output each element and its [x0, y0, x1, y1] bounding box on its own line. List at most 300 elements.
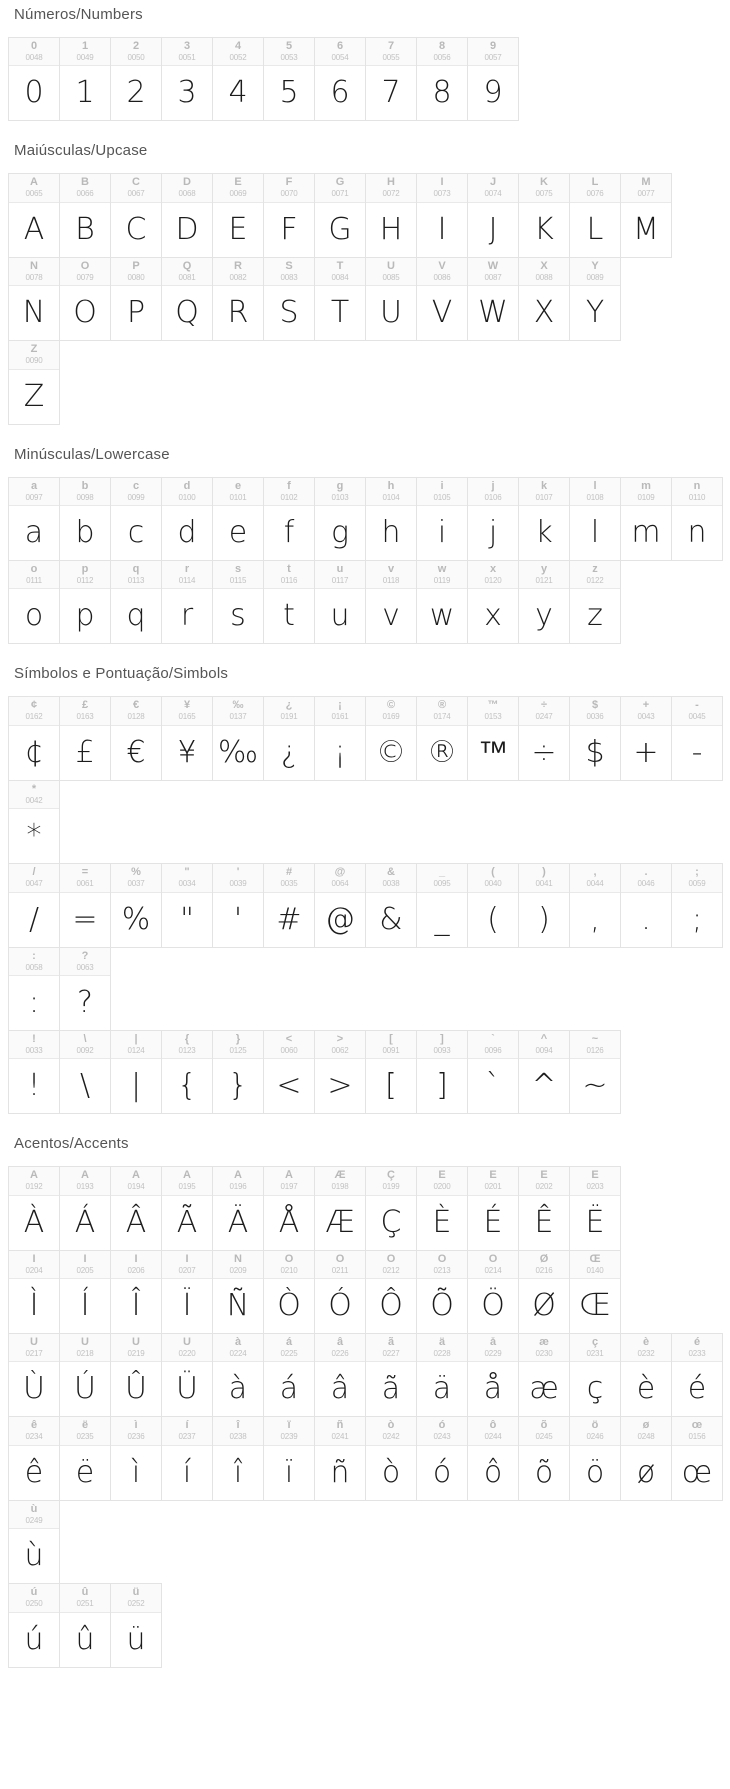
glyph-cell[interactable]	[314, 1166, 366, 1250]
glyph-code-label: 0101	[229, 492, 247, 502]
glyph-meta	[264, 1251, 314, 1279]
glyph-preview: \	[79, 1068, 91, 1104]
glyph-char-label: c	[132, 480, 140, 492]
glyph-cell[interactable]	[263, 1333, 315, 1417]
glyph-cell[interactable]	[467, 1250, 519, 1334]
glyph-cell[interactable]	[365, 560, 417, 644]
glyph-meta	[264, 258, 314, 286]
glyph-char-label: a	[30, 480, 38, 492]
glyph-cell[interactable]	[569, 257, 621, 341]
glyph-cell[interactable]	[518, 863, 570, 947]
glyph-cell[interactable]	[263, 257, 315, 341]
glyph-preview: r	[180, 598, 194, 634]
glyph-code-label: 0058	[25, 962, 43, 972]
glyph-char-label: ¥	[183, 700, 191, 712]
glyph-cell[interactable]	[314, 37, 366, 121]
glyph-cell[interactable]	[671, 863, 723, 947]
glyph-code-label: 0099	[127, 492, 145, 502]
glyph-code-label: 0054	[331, 53, 349, 62]
glyph-meta	[315, 864, 365, 892]
glyph-cell[interactable]	[59, 696, 111, 780]
glyph-cell[interactable]	[365, 173, 417, 257]
glyph-char-label: 5	[285, 41, 293, 52]
glyph-cell[interactable]	[416, 1166, 468, 1250]
glyph-meta	[417, 561, 467, 589]
glyph-cell[interactable]	[314, 477, 366, 561]
glyph-cell[interactable]	[416, 257, 468, 341]
glyph-char-label: û	[81, 1587, 89, 1599]
glyph-cell[interactable]	[8, 1030, 60, 1114]
glyph-char-label: k	[540, 480, 548, 492]
glyph-char-label: £	[81, 700, 89, 712]
glyph-cell[interactable]	[467, 696, 519, 780]
glyph-meta	[9, 341, 59, 369]
glyph-code-label: 0238	[229, 1432, 247, 1442]
glyph-cell[interactable]	[365, 257, 417, 341]
glyph-cell[interactable]	[467, 173, 519, 257]
glyph-preview: '	[233, 901, 243, 937]
glyph-cell[interactable]	[8, 1583, 60, 1667]
glyph-cell[interactable]	[110, 1583, 162, 1667]
glyph-cell[interactable]	[59, 1166, 111, 1250]
glyph-code-label: 0084	[331, 272, 349, 282]
glyph-cell[interactable]	[416, 863, 468, 947]
glyph-cell[interactable]	[110, 560, 162, 644]
glyph-code-label: 0195	[178, 1182, 196, 1192]
glyph-cell[interactable]	[365, 477, 417, 561]
glyph-code-label: 0061	[76, 879, 94, 889]
glyph-code-label: 0060	[280, 1045, 298, 1055]
glyph-cell[interactable]	[467, 1333, 519, 1417]
glyph-cell[interactable]	[365, 1166, 417, 1250]
glyph-char-label: ¿	[285, 700, 293, 712]
glyph-cell[interactable]	[8, 1250, 60, 1334]
glyph-char-label: "	[184, 867, 190, 879]
glyph-cell[interactable]	[59, 1416, 111, 1500]
glyph-code-label: 0038	[382, 879, 400, 889]
glyph-cell[interactable]	[416, 560, 468, 644]
glyph-meta	[417, 697, 467, 725]
glyph-cell[interactable]	[416, 37, 468, 121]
glyph-cell[interactable]	[569, 1333, 621, 1417]
glyph-char-label: t	[287, 563, 291, 575]
glyph-cell[interactable]	[59, 1250, 111, 1334]
glyph-code-label: 0075	[535, 189, 553, 199]
glyph-preview: å	[483, 1371, 503, 1407]
glyph-code-label: 0109	[637, 492, 655, 502]
glyph-cell[interactable]	[161, 477, 213, 561]
glyph-cell[interactable]	[8, 1500, 60, 1584]
glyph-cell[interactable]	[416, 173, 468, 257]
glyph-preview: î	[233, 1454, 243, 1490]
glyph-cell[interactable]	[161, 1250, 213, 1334]
glyph-cell[interactable]	[314, 1030, 366, 1114]
glyph-row	[8, 1250, 722, 1333]
glyph-char-label: %	[131, 867, 141, 879]
glyph-cell[interactable]	[161, 1030, 213, 1114]
glyph-char-label: F	[285, 177, 293, 189]
glyph-cell[interactable]	[212, 696, 264, 780]
glyph-preview: g	[330, 514, 349, 550]
glyph-cell[interactable]	[518, 1250, 570, 1334]
glyph-cell[interactable]	[212, 1250, 264, 1334]
glyph-cell[interactable]	[8, 947, 60, 1031]
glyph-cell[interactable]	[59, 1583, 111, 1667]
glyph-code-label: 0140	[586, 1265, 604, 1275]
glyph-meta	[9, 1251, 59, 1279]
glyph-preview: ò	[381, 1454, 401, 1490]
glyph-cell[interactable]	[416, 477, 468, 561]
glyph-meta	[468, 697, 518, 725]
glyph-cell[interactable]	[110, 257, 162, 341]
glyph-row	[8, 696, 722, 863]
glyph-cell[interactable]	[620, 863, 672, 947]
glyph-meta	[162, 697, 212, 725]
glyph-code-label: 0055	[382, 53, 400, 62]
glyph-cell[interactable]	[59, 560, 111, 644]
glyph-cell[interactable]	[263, 477, 315, 561]
glyph-preview: 3	[177, 75, 197, 111]
glyph-cell[interactable]	[569, 1030, 621, 1114]
glyph-cell[interactable]	[416, 1030, 468, 1114]
glyph-cell[interactable]	[314, 173, 366, 257]
glyph-char-label: e	[234, 480, 242, 492]
glyph-cell[interactable]	[569, 477, 621, 561]
glyph-cell[interactable]	[518, 1416, 570, 1500]
glyph-preview: <	[276, 1068, 302, 1104]
glyph-char-label: Q	[182, 260, 192, 272]
glyph-cell[interactable]	[59, 477, 111, 561]
glyph-code-label: 0163	[76, 712, 94, 722]
glyph-cell[interactable]	[110, 1416, 162, 1500]
glyph-cell[interactable]	[161, 257, 213, 341]
glyph-meta	[9, 948, 59, 976]
glyph-cell[interactable]	[161, 1166, 213, 1250]
glyph-meta	[111, 561, 161, 589]
glyph-cell[interactable]	[365, 37, 417, 121]
glyph-cell[interactable]	[110, 696, 162, 780]
glyph-cell[interactable]	[314, 1333, 366, 1417]
glyph-code-label: 0063	[76, 962, 94, 972]
glyph-cell[interactable]	[59, 37, 111, 121]
glyph-preview: :	[28, 984, 40, 1020]
glyph-code-label: 0093	[433, 1045, 451, 1055]
glyph-cell[interactable]	[263, 37, 315, 121]
glyph-char-label: O	[80, 260, 90, 272]
glyph-meta	[60, 1417, 110, 1445]
glyph-code-label: 0206	[127, 1265, 145, 1275]
glyph-cell[interactable]	[8, 340, 60, 424]
glyph-preview: È	[432, 1204, 452, 1240]
glyph-cell[interactable]	[161, 560, 213, 644]
glyph-cell[interactable]	[8, 780, 60, 864]
glyph-cell[interactable]	[314, 1250, 366, 1334]
glyph-meta	[9, 258, 59, 286]
glyph-meta	[162, 1251, 212, 1279]
glyph-cell[interactable]	[314, 696, 366, 780]
glyph-cell[interactable]	[671, 1333, 723, 1417]
glyph-char-label: >	[336, 1033, 344, 1045]
glyph-cell[interactable]	[161, 173, 213, 257]
glyph-cell[interactable]	[8, 37, 60, 121]
glyph-cell[interactable]	[569, 1166, 621, 1250]
glyph-char-label: Ò	[284, 1253, 294, 1265]
glyph-preview: w	[429, 598, 455, 634]
glyph-preview: "	[180, 901, 194, 937]
glyph-preview: À	[23, 1204, 45, 1240]
glyph-cell[interactable]	[161, 1416, 213, 1500]
glyph-preview: f	[283, 514, 295, 550]
glyph-cell[interactable]	[671, 696, 723, 780]
glyph-meta	[315, 1251, 365, 1279]
glyph-code-label: 0050	[127, 53, 145, 62]
glyph-meta	[264, 38, 314, 66]
glyph-preview: K	[534, 211, 554, 247]
glyph-cell[interactable]	[467, 257, 519, 341]
glyph-cell[interactable]	[620, 696, 672, 780]
glyph-meta	[162, 38, 212, 66]
glyph-cell[interactable]	[161, 1333, 213, 1417]
glyph-preview: u	[330, 598, 350, 634]
glyph-cell[interactable]	[467, 863, 519, 947]
glyph-code-label: 0042	[25, 795, 43, 805]
glyph-cell[interactable]	[416, 1416, 468, 1500]
glyph-meta	[315, 174, 365, 202]
glyph-meta	[366, 174, 416, 202]
glyph-meta	[468, 1251, 518, 1279]
glyph-cell[interactable]	[569, 1416, 621, 1500]
glyph-cell[interactable]	[518, 1166, 570, 1250]
glyph-cell[interactable]	[110, 1030, 162, 1114]
glyph-cell[interactable]	[263, 696, 315, 780]
glyph-cell[interactable]	[416, 696, 468, 780]
glyph-cell[interactable]	[212, 1166, 264, 1250]
glyph-cell[interactable]	[110, 1166, 162, 1250]
glyph-preview: è	[636, 1371, 656, 1407]
glyph-cell[interactable]	[8, 257, 60, 341]
glyph-cell[interactable]	[569, 863, 621, 947]
glyph-code-label: 0033	[25, 1045, 43, 1055]
glyph-row	[8, 477, 722, 560]
glyph-cell[interactable]	[263, 1030, 315, 1114]
glyph-meta	[162, 258, 212, 286]
glyph-cell[interactable]	[569, 1250, 621, 1334]
glyph-char-label: H	[387, 177, 395, 189]
sections-root	[8, 0, 722, 1667]
glyph-code-label: 0214	[484, 1265, 502, 1275]
glyph-preview: l	[590, 514, 600, 550]
glyph-cell[interactable]	[161, 37, 213, 121]
glyph-cell[interactable]	[314, 257, 366, 341]
glyph-cell[interactable]	[8, 696, 60, 780]
glyph-meta	[570, 697, 620, 725]
glyph-code-label: 0047	[25, 879, 43, 889]
glyph-meta	[162, 864, 212, 892]
glyph-cell[interactable]	[8, 1333, 60, 1417]
glyph-cell[interactable]	[59, 1030, 111, 1114]
glyph-cell[interactable]	[365, 1333, 417, 1417]
glyph-cell[interactable]	[161, 863, 213, 947]
glyph-cell[interactable]	[263, 560, 315, 644]
glyph-preview: ä	[432, 1371, 452, 1407]
glyph-cell[interactable]	[110, 37, 162, 121]
glyph-char-label: &	[387, 867, 395, 879]
glyph-meta	[111, 1031, 161, 1059]
glyph-code-label: 0234	[25, 1432, 43, 1442]
glyph-cell[interactable]	[365, 1030, 417, 1114]
glyph-cell[interactable]	[8, 477, 60, 561]
glyph-char-label: w	[437, 563, 447, 575]
glyph-meta	[315, 478, 365, 506]
glyph-cell[interactable]	[569, 560, 621, 644]
glyph-cell[interactable]	[212, 560, 264, 644]
glyph-cell[interactable]	[467, 1030, 519, 1114]
glyph-code-label: 0088	[535, 272, 553, 282]
glyph-char-label: ^	[540, 1033, 548, 1045]
glyph-code-label: 0091	[382, 1045, 400, 1055]
glyph-preview: é	[687, 1371, 707, 1407]
glyph-cell[interactable]	[569, 173, 621, 257]
glyph-cell[interactable]	[365, 696, 417, 780]
glyph-cell[interactable]	[212, 1416, 264, 1500]
glyph-cell[interactable]	[620, 1416, 672, 1500]
glyph-code-label: 0115	[229, 575, 247, 585]
glyph-cell[interactable]	[518, 1030, 570, 1114]
glyph-meta	[162, 1167, 212, 1195]
glyph-cell[interactable]	[212, 1030, 264, 1114]
glyph-char-label: ò	[387, 1420, 395, 1432]
glyph-char-label: Â	[132, 1170, 140, 1182]
glyph-preview: N	[22, 295, 46, 331]
glyph-cell[interactable]	[365, 1416, 417, 1500]
glyph-preview: Ô	[379, 1288, 403, 1324]
glyph-preview: ‰	[217, 734, 259, 770]
glyph-cell[interactable]	[467, 1166, 519, 1250]
glyph-cell[interactable]	[212, 863, 264, 947]
glyph-cell[interactable]	[161, 696, 213, 780]
glyph-char-label: Ü	[183, 1337, 191, 1349]
glyph-cell[interactable]	[59, 947, 111, 1031]
glyph-cell[interactable]	[110, 477, 162, 561]
glyph-preview: 5	[279, 75, 299, 111]
glyph-cell[interactable]	[59, 863, 111, 947]
glyph-cell[interactable]	[620, 477, 672, 561]
glyph-meta	[570, 174, 620, 202]
glyph-cell[interactable]	[314, 560, 366, 644]
glyph-cell[interactable]	[110, 173, 162, 257]
glyph-char-label: Ä	[234, 1170, 242, 1182]
glyph-cell[interactable]	[212, 1333, 264, 1417]
glyph-char-label: ó	[438, 1420, 446, 1432]
glyph-cell[interactable]	[365, 1250, 417, 1334]
glyph-code-label: 0117	[331, 575, 349, 585]
glyph-preview: 7	[381, 75, 401, 111]
glyph-cell[interactable]	[8, 173, 60, 257]
glyph-meta	[213, 478, 263, 506]
glyph-code-label: 0037	[127, 879, 145, 889]
glyph-cell[interactable]	[8, 1166, 60, 1250]
glyph-code-label: 0245	[535, 1432, 553, 1442]
glyph-char-label: î	[236, 1420, 240, 1432]
glyph-row	[8, 863, 722, 1030]
glyph-code-label: 0102	[280, 492, 298, 502]
glyph-code-label: 0107	[535, 492, 553, 502]
glyph-cell[interactable]	[620, 1333, 672, 1417]
glyph-cell[interactable]	[8, 863, 60, 947]
glyph-code-label: 0239	[280, 1432, 298, 1442]
glyph-meta	[60, 561, 110, 589]
glyph-cell[interactable]	[467, 477, 519, 561]
glyph-cell[interactable]	[212, 477, 264, 561]
glyph-meta	[315, 1417, 365, 1445]
glyph-code-label: 0198	[331, 1182, 349, 1192]
glyph-cell[interactable]	[212, 37, 264, 121]
glyph-meta	[468, 478, 518, 506]
glyph-cell[interactable]	[110, 863, 162, 947]
glyph-char-label: \	[83, 1033, 87, 1045]
glyph-cell[interactable]	[263, 1250, 315, 1334]
glyph-cell[interactable]	[518, 173, 570, 257]
glyph-cell[interactable]	[518, 257, 570, 341]
glyph-cell[interactable]	[518, 1333, 570, 1417]
glyph-cell[interactable]	[212, 173, 264, 257]
glyph-cell[interactable]	[314, 863, 366, 947]
glyph-char-label: !	[32, 1033, 36, 1045]
glyph-cell[interactable]	[569, 696, 621, 780]
glyph-preview: ê	[24, 1454, 44, 1490]
glyph-char-label: T	[336, 260, 344, 272]
glyph-cell[interactable]	[263, 1166, 315, 1250]
glyph-cell[interactable]	[518, 696, 570, 780]
glyph-cell[interactable]	[365, 863, 417, 947]
glyph-meta	[264, 864, 314, 892]
glyph-meta	[468, 1417, 518, 1445]
glyph-cell[interactable]	[467, 1416, 519, 1500]
glyph-code-label: 0121	[535, 575, 553, 585]
glyph-cell[interactable]	[314, 1416, 366, 1500]
glyph-cell[interactable]	[518, 477, 570, 561]
glyph-preview: í	[182, 1454, 192, 1490]
glyph-meta	[60, 948, 110, 976]
glyph-preview: £	[75, 734, 95, 770]
glyph-cell[interactable]	[263, 1416, 315, 1500]
glyph-cell[interactable]	[671, 477, 723, 561]
glyph-char-label: m	[641, 480, 651, 492]
glyph-cell[interactable]	[671, 1416, 723, 1500]
glyph-cell[interactable]	[467, 37, 519, 121]
glyph-cell[interactable]	[212, 257, 264, 341]
glyph-cell[interactable]	[467, 560, 519, 644]
glyph-char-label: <	[285, 1033, 293, 1045]
glyph-code-label: 0174	[433, 712, 451, 722]
glyph-cell[interactable]	[416, 1333, 468, 1417]
glyph-char-label: â	[336, 1337, 344, 1349]
glyph-cell[interactable]	[59, 257, 111, 341]
glyph-cell[interactable]	[620, 173, 672, 257]
glyph-cell[interactable]	[263, 863, 315, 947]
glyph-cell[interactable]	[416, 1250, 468, 1334]
glyph-cell[interactable]	[59, 173, 111, 257]
glyph-cell[interactable]	[59, 1333, 111, 1417]
glyph-cell[interactable]	[110, 1250, 162, 1334]
glyph-cell[interactable]	[8, 560, 60, 644]
glyph-code-label: 0235	[76, 1432, 94, 1442]
glyph-cell[interactable]	[263, 173, 315, 257]
glyph-preview: Ü	[176, 1371, 198, 1407]
glyph-cell[interactable]	[8, 1416, 60, 1500]
glyph-cell[interactable]	[110, 1333, 162, 1417]
glyph-cell[interactable]	[518, 560, 570, 644]
